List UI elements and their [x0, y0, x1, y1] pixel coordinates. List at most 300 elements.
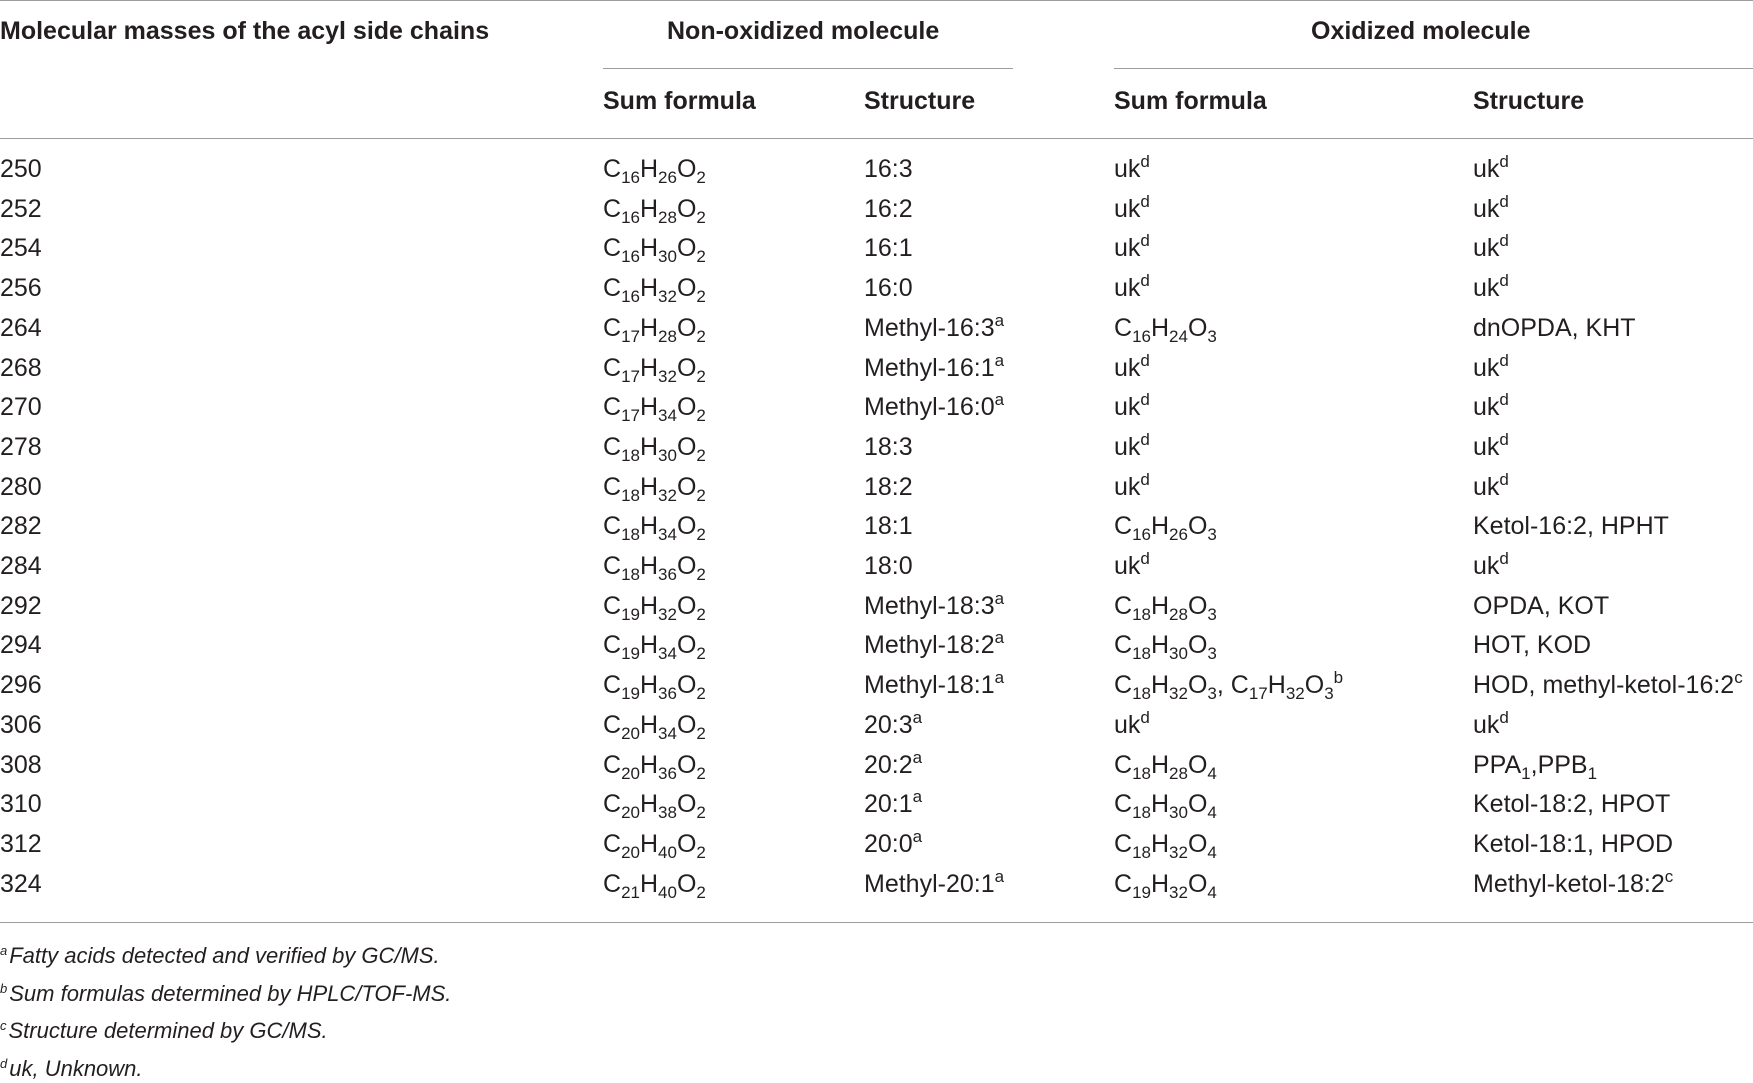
script-text: 3 [1324, 684, 1334, 704]
text-run: uk [1114, 234, 1141, 263]
script-text: 4 [1207, 803, 1217, 823]
non-formula-cell [603, 432, 706, 465]
text-run: O [676, 552, 697, 580]
script-text: 2 [696, 445, 706, 465]
text-run: Ketol-18:2, HPOT [1473, 790, 1671, 819]
non-structure-cell [864, 588, 1005, 621]
script-text: 32 [1285, 684, 1305, 704]
script-text: a [994, 310, 1005, 330]
script-text: 21 [621, 882, 640, 902]
header-mass: Molecular masses of the acyl side chains [0, 17, 490, 45]
text-run: O [676, 671, 697, 700]
script-text: 32 [1169, 882, 1188, 902]
script-text: 18 [621, 485, 640, 505]
script-text: 19 [621, 684, 640, 704]
text-run: H [639, 353, 659, 382]
script-text: 4 [1207, 763, 1217, 783]
non-formula-cell [603, 869, 706, 902]
text-run: C [603, 353, 622, 382]
ox-formula-cell [1114, 350, 1150, 383]
text-run: OPDA, KOT [1473, 591, 1610, 620]
text-run: O [676, 512, 697, 541]
text-run: H [1150, 591, 1170, 620]
text-run: uk [1473, 552, 1500, 580]
text-run: H [639, 512, 659, 541]
script-text: 2 [696, 565, 706, 584]
non-structure-cell [864, 310, 1005, 343]
non-structure-cell [864, 866, 1005, 899]
script-text: 40 [658, 882, 677, 902]
text-run: uk [1473, 194, 1500, 223]
table-bottom-rule [0, 922, 1753, 923]
text-run: uk [1114, 393, 1141, 422]
text-run: uk [1473, 432, 1500, 461]
text-run: O [1187, 750, 1208, 779]
text-run: C [603, 552, 622, 580]
script-text: 34 [658, 406, 677, 426]
mass-cell: 312 [0, 829, 42, 858]
script-text: d [1499, 429, 1509, 449]
script-text: 32 [658, 604, 677, 624]
ox-structure-cell [1473, 191, 1509, 224]
text-run: Methyl-ketol-18:2 [1473, 869, 1665, 898]
non-formula-cell [603, 273, 706, 307]
script-text: a [912, 787, 923, 807]
text-run: uk [1473, 472, 1500, 501]
text-run: uk [1473, 155, 1500, 183]
text-run: Ketol-16:2, HPHT [1473, 512, 1669, 541]
text-run: H [1150, 829, 1170, 858]
ox-structure-cell [1473, 273, 1509, 303]
mass-cell: 264 [0, 313, 42, 342]
script-text: b [1333, 668, 1344, 688]
text-run: uk [1114, 710, 1141, 739]
text-run: uk [1114, 432, 1141, 461]
text-run: C [1114, 313, 1133, 342]
mass-cell: 324 [0, 869, 42, 898]
script-text: 20 [621, 763, 640, 783]
text-run: C [603, 155, 622, 183]
script-text: 18 [1132, 763, 1151, 783]
text-run: O [1187, 829, 1208, 858]
text-run: C [603, 869, 622, 898]
text-run: C [1114, 591, 1133, 620]
script-text: d [1140, 429, 1150, 449]
script-text: 2 [696, 287, 706, 307]
text-run: C [1114, 869, 1133, 898]
script-text: 26 [658, 168, 677, 187]
ox-structure-cell [1473, 154, 1509, 184]
text-run: 18:0 [864, 552, 913, 580]
script-text: 16 [1132, 525, 1151, 545]
ox-formula-cell [1114, 707, 1150, 740]
text-run: O [1187, 790, 1208, 819]
ox-structure-cell [1473, 829, 1673, 859]
text-run: H [639, 472, 659, 501]
script-text: 2 [696, 406, 706, 426]
non-formula-cell [603, 472, 706, 505]
script-text: 18 [1132, 803, 1151, 823]
footnote-text: Fatty acids detected and verified by GC/MS. [9, 943, 440, 968]
text-run: O [676, 274, 697, 303]
script-text: 2 [696, 723, 706, 743]
non-structure-cell [864, 472, 913, 502]
script-text: d [1140, 549, 1150, 568]
ox-structure-cell [1473, 350, 1509, 383]
text-run: O [676, 750, 697, 779]
ox-structure-cell [1473, 630, 1591, 660]
ox-formula-cell [1114, 789, 1217, 823]
text-run: , C [1216, 671, 1249, 700]
script-text: 20 [621, 723, 640, 743]
text-run: H [1150, 313, 1170, 342]
text-run: H [639, 869, 659, 898]
script-text: 2 [696, 882, 706, 902]
mass-cell: 284 [0, 552, 42, 580]
text-run: H [1150, 671, 1170, 700]
script-text: 2 [696, 842, 706, 862]
text-run: C [603, 591, 622, 620]
ox-structure-cell [1473, 750, 1598, 783]
text-run: O [676, 353, 697, 382]
script-text: 19 [1132, 882, 1151, 902]
text-run: O [676, 710, 697, 739]
footnote-text: Structure determined by GC/MS. [8, 1018, 328, 1043]
non-formula-cell [603, 829, 706, 862]
script-text: 2 [696, 803, 706, 823]
script-text: 16 [1132, 326, 1151, 346]
non-structure-cell [864, 747, 923, 780]
script-text: 17 [1248, 684, 1268, 704]
text-run: O [1187, 631, 1208, 660]
script-text: 16 [621, 247, 640, 267]
script-text: 18 [621, 525, 640, 545]
text-run: H [639, 591, 659, 620]
script-text: 3 [1207, 684, 1217, 704]
text-run: H [639, 671, 659, 700]
text-run: uk [1473, 393, 1500, 422]
ox-formula-cell [1114, 591, 1217, 624]
text-run: O [676, 591, 697, 620]
script-text: 18 [1132, 604, 1151, 624]
script-text: d [1140, 191, 1150, 211]
script-text: a [994, 390, 1005, 410]
text-run: H [639, 155, 659, 183]
text-run: uk [1114, 194, 1141, 223]
text-run: 16:2 [864, 194, 913, 223]
footnote-text: Sum formulas determined by HPLC/TOF-MS. [9, 980, 452, 1006]
footnote-mark: a [0, 943, 8, 958]
text-run: 20:1 [864, 790, 913, 819]
text-run: O [676, 790, 697, 819]
text-run: C [603, 194, 622, 223]
text-run: C [1114, 512, 1133, 541]
text-run: O [676, 869, 697, 898]
script-text: d [1499, 469, 1509, 489]
text-run: Methyl-16:1 [864, 353, 995, 382]
non-structure-cell [864, 551, 913, 581]
text-run: HOT, KOD [1473, 631, 1592, 660]
text-run: C [603, 671, 622, 700]
ox-structure-cell [1473, 789, 1670, 819]
text-run: H [1150, 512, 1170, 541]
text-run: Methyl-16:0 [864, 393, 995, 422]
text-run: C [603, 750, 622, 779]
script-text: d [1140, 231, 1150, 251]
ox-formula-cell [1114, 869, 1217, 902]
script-text: d [1140, 152, 1150, 171]
script-text: 16 [621, 168, 640, 187]
header-non-sum-formula: Sum formula [603, 87, 756, 115]
header-oxidized: Oxidized molecule [1311, 17, 1531, 45]
script-text: 28 [658, 326, 677, 346]
script-text: d [1499, 390, 1509, 410]
text-run: Ketol-18:1, HPOD [1473, 829, 1674, 858]
mass-cell: 294 [0, 631, 42, 660]
mass-cell: 306 [0, 710, 42, 739]
text-run: C [603, 710, 622, 739]
footnote [0, 942, 440, 970]
script-text: a [912, 826, 923, 846]
script-text: 2 [696, 366, 706, 386]
text-run: H [1150, 631, 1170, 660]
script-text: 30 [1169, 803, 1188, 823]
non-structure-cell [864, 233, 913, 263]
text-run: uk [1473, 353, 1500, 382]
script-text: 17 [621, 326, 640, 346]
mass-cell: 296 [0, 671, 42, 700]
ox-formula-cell [1114, 313, 1217, 346]
ox-structure-cell [1473, 707, 1509, 740]
ox-formula-cell [1114, 392, 1150, 422]
script-text: a [912, 747, 923, 767]
text-run: C [1114, 829, 1133, 858]
text-run: ,PPB [1530, 750, 1588, 779]
text-run: H [639, 750, 659, 779]
non-oxidized-group-rule [603, 68, 1013, 69]
text-run: O [1187, 512, 1208, 541]
mass-cell: 310 [0, 790, 42, 819]
script-text: 28 [1169, 763, 1188, 783]
script-text: 34 [658, 644, 677, 664]
non-structure-cell [864, 273, 913, 303]
footnote-mark: c [0, 1018, 7, 1033]
text-run: O [676, 313, 697, 342]
script-text: 2 [696, 684, 706, 704]
header-non-oxidized: Non-oxidized molecule [667, 17, 940, 45]
ox-structure-cell [1473, 469, 1509, 502]
script-text: 1 [1587, 763, 1598, 783]
text-run: H [639, 710, 659, 739]
top-rule [0, 0, 1753, 1]
text-run: O [676, 829, 697, 858]
text-run: C [603, 790, 622, 819]
script-text: 20 [621, 842, 640, 862]
mass-cell: 254 [0, 234, 42, 263]
text-run: PPA [1473, 750, 1522, 779]
script-text: 2 [696, 168, 706, 187]
script-text: 4 [1207, 842, 1217, 862]
text-run: H [639, 393, 659, 422]
mass-cell: 256 [0, 274, 42, 303]
text-run: C [603, 393, 622, 422]
script-text: c [1664, 866, 1674, 886]
text-run: H [639, 829, 659, 858]
text-run: C [603, 234, 622, 263]
non-structure-cell [864, 707, 923, 740]
script-text: 19 [621, 644, 640, 664]
footnote-mark: d [0, 1055, 8, 1071]
text-run: 18:3 [864, 432, 913, 461]
script-text: 18 [1132, 644, 1151, 664]
script-text: d [1140, 707, 1150, 727]
ox-formula-cell [1114, 191, 1150, 224]
non-formula-cell [603, 710, 706, 743]
script-text: 18 [1132, 684, 1151, 704]
text-run: uk [1114, 552, 1141, 580]
script-text: 30 [1169, 644, 1188, 664]
text-run: 16:1 [864, 234, 913, 263]
script-text: d [1140, 271, 1150, 291]
text-run: H [639, 432, 659, 461]
script-text: d [1499, 271, 1509, 291]
script-text: 19 [621, 604, 640, 624]
script-text: 36 [658, 684, 677, 704]
non-formula-cell [603, 630, 706, 664]
mass-cell: 280 [0, 472, 42, 501]
text-run: 18:2 [864, 472, 913, 501]
non-structure-cell [864, 630, 1004, 660]
script-text: 4 [1207, 882, 1217, 902]
text-run: uk [1114, 472, 1141, 501]
script-text: d [1140, 469, 1150, 489]
non-structure-cell [864, 789, 922, 819]
script-text: 2 [696, 525, 706, 545]
ox-formula-cell [1114, 469, 1150, 502]
ox-structure-cell [1473, 511, 1669, 541]
text-run: O [676, 234, 697, 263]
script-text: a [994, 350, 1005, 370]
text-run: C [603, 829, 622, 858]
mass-cell: 270 [0, 393, 42, 422]
non-structure-cell [864, 350, 1005, 383]
text-run: O [676, 194, 697, 223]
script-text: a [994, 628, 1005, 648]
mass-cell: 268 [0, 353, 42, 382]
script-text: 3 [1207, 604, 1217, 624]
text-run: uk [1114, 155, 1141, 183]
script-text: a [994, 588, 1005, 608]
script-text: 17 [621, 406, 640, 426]
header-ox-structure: Structure [1473, 87, 1585, 115]
script-text: 20 [621, 803, 640, 823]
non-formula-cell [603, 233, 706, 267]
ox-formula-cell [1114, 233, 1150, 263]
text-run: O [1187, 591, 1208, 620]
text-run: uk [1114, 274, 1141, 303]
text-run: H [639, 194, 659, 223]
text-run: uk [1473, 234, 1500, 263]
non-formula-cell [603, 789, 706, 823]
non-formula-cell [603, 194, 706, 227]
script-text: 2 [696, 247, 706, 267]
script-text: 24 [1169, 326, 1188, 346]
text-run: H [1267, 671, 1286, 700]
ox-structure-cell [1473, 429, 1509, 462]
ox-formula-cell [1114, 154, 1150, 184]
script-text: 3 [1207, 644, 1217, 664]
text-run: H [1150, 790, 1170, 819]
script-text: d [1499, 350, 1509, 370]
mass-cell: 292 [0, 591, 42, 620]
non-formula-cell [603, 551, 706, 584]
text-run: 16:3 [864, 155, 913, 183]
text-run: uk [1473, 710, 1500, 739]
text-run: C [603, 313, 622, 342]
text-run: H [639, 234, 659, 263]
text-run: 18:1 [864, 512, 913, 541]
script-text: 32 [658, 287, 677, 307]
text-run: C [1114, 671, 1133, 700]
mass-cell: 250 [0, 155, 42, 183]
text-run: Methyl-18:1 [864, 671, 995, 700]
text-run: dnOPDA, KHT [1473, 313, 1636, 342]
ox-formula-cell [1114, 668, 1344, 704]
text-run: O [1187, 869, 1208, 898]
script-text: d [1140, 350, 1150, 370]
non-formula-cell [603, 353, 706, 386]
oxidized-group-rule [1114, 68, 1753, 69]
text-run: O [676, 155, 697, 183]
script-text: 32 [658, 366, 677, 386]
ox-structure-cell [1473, 233, 1509, 263]
ox-structure-cell [1473, 866, 1674, 899]
text-run: HOD, methyl-ketol-16:2 [1473, 671, 1735, 700]
text-run: uk [1473, 274, 1500, 303]
ox-formula-cell [1114, 750, 1217, 783]
ox-structure-cell [1473, 313, 1636, 343]
script-text: 30 [658, 247, 677, 267]
header-non-structure: Structure [864, 87, 976, 115]
mass-cell: 308 [0, 750, 42, 779]
script-text: 18 [621, 445, 640, 465]
script-text: 3 [1207, 326, 1217, 346]
ox-structure-cell [1473, 591, 1609, 621]
script-text: d [1499, 549, 1509, 568]
ox-formula-cell [1114, 273, 1150, 303]
text-run: O [676, 432, 697, 461]
text-run: C [603, 472, 622, 501]
non-structure-cell [864, 511, 913, 541]
text-run: H [639, 790, 659, 819]
non-structure-cell [864, 670, 1004, 700]
script-text: 34 [658, 723, 677, 743]
text-run: H [639, 552, 659, 580]
script-text: 34 [658, 525, 677, 545]
text-run: O [676, 472, 697, 501]
footnote [0, 1055, 143, 1083]
ox-formula-cell [1114, 829, 1217, 862]
ox-formula-cell [1114, 551, 1150, 581]
non-structure-cell [864, 432, 913, 462]
non-formula-cell [603, 313, 706, 346]
footnote [0, 1017, 328, 1045]
text-run: H [1150, 750, 1170, 779]
text-run: 20:2 [864, 750, 913, 779]
script-text: 32 [658, 485, 677, 505]
text-run: 16:0 [864, 274, 913, 303]
footnote [0, 980, 451, 1008]
